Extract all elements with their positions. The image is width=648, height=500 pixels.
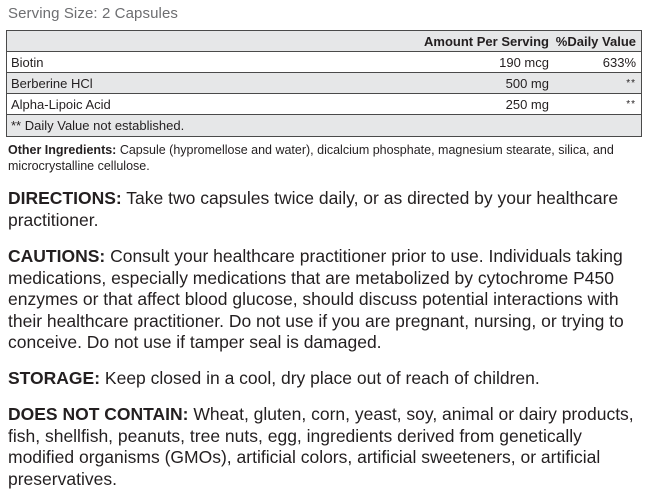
ingredient-dv: ** xyxy=(626,77,636,89)
other-ingredients xyxy=(8,142,638,174)
directions-label: DIRECTIONS: xyxy=(8,188,122,208)
cautions-text: Consult your healthcare practitioner prior to use. Individuals taking medications, especially medications that are metabolized by cytochrome P450 enzymes or that affect blood glucose, should discuss potential interactions with their healthcare practitioner. Do not use if you are pregnant, nursing, or trying to conceive. Do not use if tamper seal is damaged. xyxy=(8,246,624,352)
storage-label: STORAGE: xyxy=(8,368,101,388)
directions-text: Take two capsules twice daily, or as directed by your healthcare practitioner. xyxy=(8,188,619,230)
does-not-contain-label: DOES NOT CONTAIN: xyxy=(8,404,189,424)
ingredient-dv: ** xyxy=(626,98,636,110)
table-header xyxy=(7,31,641,52)
storage-text: Keep closed in a cool, dry place out of reach of children. xyxy=(100,368,540,388)
serving-size: Serving Size: 2 Capsules xyxy=(8,5,178,22)
does-not-contain-text: Wheat, gluten, corn, yeast, soy, animal or dairy products, fish, shellfish, peanuts, tree nuts, egg, ingredients derived from genetically modified organisms (GMOs), artificial colors, artificial sweeteners, or artificial preservatives. xyxy=(8,404,634,489)
header-amount: Amount Per Serving xyxy=(424,33,549,49)
ingredient-name: Biotin xyxy=(11,54,44,70)
ingredient-name: Berberine HCl xyxy=(11,75,93,91)
other-ingredients-text: Capsule (hypromellose and water), dicalcium phosphate, magnesium stearate, silica, and microcrystalline cellulose. xyxy=(8,143,614,173)
ingredient-amount: 500 mg xyxy=(505,75,549,91)
ingredient-name: Alpha-Lipoic Acid xyxy=(11,96,111,112)
header-daily-value: %Daily Value xyxy=(555,33,636,49)
table-footnote-row xyxy=(7,115,641,136)
ingredient-dv: 633% xyxy=(602,54,636,70)
directions-section xyxy=(8,188,640,231)
does-not-contain-section xyxy=(8,404,640,490)
cautions-section xyxy=(8,246,640,354)
storage-section xyxy=(8,368,640,390)
ingredient-amount: 190 mcg xyxy=(499,54,549,70)
table-row-alpha-lipoic xyxy=(7,94,641,115)
other-ingredients-label: Other Ingredients: xyxy=(8,143,117,157)
dv-footnote: ** Daily Value not established. xyxy=(11,118,185,133)
supplement-facts-table xyxy=(6,30,642,137)
table-row-berberine xyxy=(7,73,641,94)
table-row-biotin xyxy=(7,52,641,73)
cautions-label: CAUTIONS: xyxy=(8,246,106,266)
ingredient-amount: 250 mg xyxy=(505,96,549,112)
